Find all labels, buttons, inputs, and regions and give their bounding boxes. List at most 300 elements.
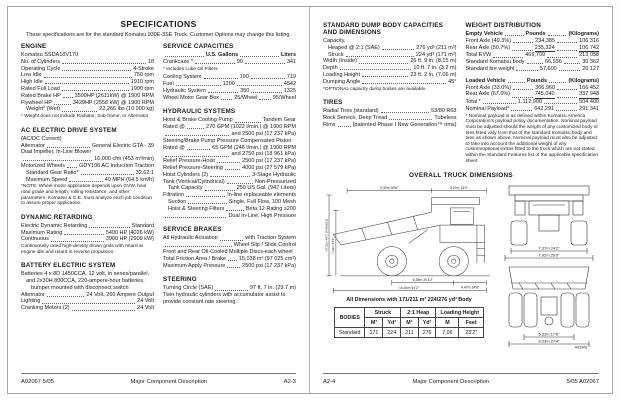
spec-label: Rated Brake HP xyxy=(21,92,61,99)
spec-label: Rear Axle (50.7%) xyxy=(465,44,511,51)
spec-line xyxy=(323,45,457,52)
spec-text: Batteries 4 x 8D 1450CCA, 12 volt, in series/parallel, xyxy=(21,271,150,278)
spec-label: Turning Circle (SAE) xyxy=(163,285,214,292)
truck-dimensions-diagram xyxy=(323,181,599,349)
spec-value: 97 ft. 7 in. (29.7 m) xyxy=(249,285,296,292)
dot-leader xyxy=(557,89,577,90)
spec-line xyxy=(21,170,154,177)
spec-line xyxy=(163,206,296,213)
dim-label-overall-length: 15.04m 51'2" xyxy=(398,286,420,291)
spec-line xyxy=(466,66,600,73)
spec-value: 5400 HP (4026 kW) xyxy=(105,229,154,236)
spec-label: Nominal Payload* xyxy=(465,105,510,112)
spec-label: Flywheel HP xyxy=(21,99,52,106)
dot-leader xyxy=(245,63,285,64)
spec-label: Loaded Vehicle xyxy=(465,77,506,84)
table-subheader: Yd³ xyxy=(418,318,436,328)
spec-label: Total EVW xyxy=(465,52,492,59)
spec-line xyxy=(21,66,154,73)
spec-label: Radial Tires (standard) xyxy=(323,108,379,115)
spec-label: Filtration xyxy=(163,192,185,199)
footer-doc-number: 5/05 A02067 xyxy=(566,379,599,385)
dot-leader xyxy=(47,296,85,297)
dim-label-height-raised: 14.03m 46'0" (RAISED) xyxy=(324,219,329,252)
spec-text: Komatsu SSDA18V170 xyxy=(21,52,79,58)
spec-line xyxy=(163,235,296,242)
spec-value: 53/80 R63 xyxy=(431,108,457,115)
table-row xyxy=(334,328,483,338)
section-heading: BATTERY ELECTRIC SYSTEM xyxy=(21,262,116,270)
dot-leader xyxy=(64,234,104,235)
spec-line xyxy=(163,95,296,102)
note-text: * Includes Lube Oil Filters xyxy=(163,66,218,72)
spec-value: 469,709 xyxy=(525,52,546,59)
spec-value: 642,291 xyxy=(534,105,555,112)
dot-leader xyxy=(511,110,532,111)
spec-value: U.S. Gallons xyxy=(205,52,239,58)
page-subtitle: These specifications are for the standard Komatsu 930E-3SE Truck. Customer Options may change this listing. xyxy=(26,32,291,38)
dot-leader xyxy=(493,57,523,58)
dot-leader xyxy=(69,181,103,182)
section-heading: SERVICE CAPACITIES xyxy=(163,43,234,50)
spec-value: 337 948 xyxy=(579,91,600,98)
spec-line xyxy=(21,298,154,305)
spec-label: Cranking Motors (2) xyxy=(21,305,70,312)
spec-label: Tank Capacity xyxy=(168,185,203,192)
table-header-loading-height: Loading Height xyxy=(436,308,484,318)
spec-line xyxy=(163,213,296,220)
spec-line xyxy=(323,122,457,129)
footer-section-title: Major Component Description xyxy=(130,379,208,385)
spec-line xyxy=(466,91,600,99)
spec-value: 4-Stroke xyxy=(133,65,154,72)
dot-leader xyxy=(483,103,516,104)
front-rear-view-block xyxy=(499,181,599,349)
spec-line xyxy=(21,86,154,93)
dot-leader xyxy=(165,135,229,136)
spec-value: 3500HP (2611kW) @ 1900 RPM xyxy=(74,92,154,99)
spec-line xyxy=(21,223,154,230)
spec-value: Wheel Slip / Slide Control xyxy=(233,242,296,249)
spec-line xyxy=(466,99,600,106)
spec-line xyxy=(21,163,154,170)
spec-label: Heaped @ 2:1 (SAE) xyxy=(328,44,380,51)
spec-value: 1,112,000 xyxy=(517,99,542,106)
dot-leader xyxy=(63,97,73,98)
spec-label: Hoist Cylinders (2) xyxy=(163,171,209,178)
side-view-block xyxy=(323,181,495,349)
spec-line xyxy=(323,108,457,115)
table-subheader: M³ xyxy=(365,318,383,328)
section-heading: TIRES xyxy=(323,99,343,107)
spec-value: 45° xyxy=(448,78,457,85)
spec-text: Front and Rear Oil-Cooled Multiple Discs-each wheel xyxy=(163,248,293,255)
spec-column-2 xyxy=(163,41,296,312)
spec-value: 2500 psi (17 237 kPa) xyxy=(242,262,296,269)
dot-leader xyxy=(251,78,285,79)
spec-label: High Idle xyxy=(21,79,43,86)
spec-value: 18 xyxy=(147,58,154,65)
spec-label: Hoist & Brake Cooling Pump xyxy=(163,117,233,124)
note-text: *OPTIONAL capacity dump bodies are available. xyxy=(323,86,427,92)
spec-line xyxy=(21,72,154,79)
spec-line xyxy=(163,185,296,192)
spec-value: 24 Volt xyxy=(137,298,154,305)
page-left xyxy=(8,7,310,393)
spec-value: 719 xyxy=(286,74,296,81)
dot-leader xyxy=(188,203,226,204)
spec-label: Motorized Wheels xyxy=(21,162,66,169)
spec-line xyxy=(466,31,600,38)
spec-label: Loading Height xyxy=(323,71,361,78)
table-cell: 211 xyxy=(401,328,418,338)
spec-label: Total * xyxy=(465,99,481,106)
spec-value: 25/Wheel xyxy=(234,94,258,101)
spec-line xyxy=(21,93,154,100)
spec-line xyxy=(21,305,154,312)
spec-line xyxy=(21,143,154,150)
table-cell: 7.06 xyxy=(436,328,459,338)
spec-value: Beta 12 Rating ≥200 xyxy=(245,205,296,212)
table-cell: 224 xyxy=(383,328,401,338)
dot-leader xyxy=(217,162,240,163)
spec-value: 224 yd³ (171 m³) xyxy=(415,51,457,58)
dot-leader xyxy=(220,240,244,241)
spec-line xyxy=(21,230,154,237)
section-heading: WEIGHT DISTRIBUTION xyxy=(465,22,542,29)
spec-value: Tubeless xyxy=(434,114,457,121)
spec-value: Tandem Gear xyxy=(262,117,296,124)
dot-leader xyxy=(42,303,135,304)
spec-line xyxy=(163,145,296,152)
table-subheader: Feet xyxy=(459,318,484,328)
dot-leader xyxy=(67,167,77,168)
spec-value: Dual In-Line, High Pressure xyxy=(228,212,296,219)
spec-value: Pounds xyxy=(525,31,546,37)
spec-line xyxy=(163,285,296,292)
spec-value: 341 xyxy=(286,58,296,65)
spec-text: Steering/Brake Pump Pressure Compensated Piston xyxy=(163,137,292,144)
spec-value: 40 MPH (64.5 km/h) xyxy=(104,176,154,183)
section-heading: STANDARD DUMP BODY CAPACITIES AND DIMENSIONS xyxy=(323,22,444,36)
spec-value: 190 xyxy=(239,74,249,81)
dim-label-front-length: 3.97m 13'0" xyxy=(449,186,468,191)
dot-leader xyxy=(228,260,237,261)
spec-line xyxy=(21,59,154,66)
spec-label: Empty Vehicle xyxy=(465,31,503,37)
spec-label: Rated Full Load xyxy=(21,85,60,92)
spec-value: 32.62:1 xyxy=(135,169,154,176)
spec-value: (Kilograms) xyxy=(568,77,599,84)
spec-label: Lighting xyxy=(21,298,41,305)
dot-leader xyxy=(89,227,129,228)
spec-value: Pounds xyxy=(526,77,548,84)
spec-column-1 xyxy=(323,20,457,166)
spec-value: 504 400 xyxy=(579,99,599,106)
spec-line xyxy=(163,199,296,206)
spec-value: 750 rpm xyxy=(133,72,154,79)
dot-leader xyxy=(251,92,281,93)
spec-value: 166 452 xyxy=(579,84,600,91)
dot-leader xyxy=(62,111,97,112)
dot-leader xyxy=(240,56,279,57)
spec-value: with Traction System xyxy=(245,235,296,242)
spec-label: Continuous xyxy=(21,236,49,243)
spec-label: Relief Pressure-Hoist xyxy=(163,158,215,165)
note-text: * Weight does not include Radiator, Sub-frame, or Alternator xyxy=(21,114,149,120)
dot-leader xyxy=(81,174,134,175)
spec-line xyxy=(323,58,457,65)
spec-value: 26 127 xyxy=(582,65,600,72)
spec-line xyxy=(163,131,296,138)
spec-value: 95/Wheel xyxy=(272,94,296,101)
dot-leader xyxy=(381,112,429,113)
dot-leader xyxy=(512,97,533,98)
dot-leader xyxy=(382,49,415,50)
spec-label: Struck xyxy=(328,51,344,58)
dot-leader xyxy=(564,63,580,64)
dot-leader xyxy=(187,149,210,150)
dot-leader xyxy=(549,82,566,83)
spec-label: Rear Axle (67.0%) xyxy=(465,91,511,98)
spec-value: 276 yd³ (211 m³) xyxy=(416,44,457,51)
spec-value: 30 362 xyxy=(582,59,600,66)
dot-leader xyxy=(237,85,282,86)
spec-line xyxy=(323,65,457,72)
spec-label: Suction xyxy=(168,198,187,205)
spec-value: 23 ft. 2 in. (7.06 m) xyxy=(410,71,457,78)
table-subheader: Yd³ xyxy=(383,318,401,328)
page-right xyxy=(310,7,612,393)
spec-label: Hoist & Steering Filters xyxy=(168,205,225,212)
spec-value: 22,266 lbs (10 000 kg) xyxy=(99,106,154,113)
spec-label: Weight* (Wet) xyxy=(26,106,61,113)
spec-line xyxy=(466,45,600,53)
spec-value: 65 GPM (246 l/min.) @ 1900 RPM xyxy=(212,144,296,151)
section-heading: STEERING xyxy=(163,276,197,284)
spec-line xyxy=(163,81,296,88)
dot-leader xyxy=(362,76,408,77)
spec-column-1 xyxy=(21,41,154,312)
spec-value: (patented Phase I New Generation™ rims) xyxy=(352,121,457,128)
dot-leader xyxy=(187,128,204,129)
spec-line xyxy=(163,124,296,131)
spec-value: 291 341 xyxy=(579,105,599,112)
spec-line xyxy=(323,52,457,59)
spec-label: Operating Cycle xyxy=(21,65,61,72)
section-heading: ENGINE xyxy=(21,43,47,50)
spec-value: 3429HP (2558 kW) @ 1900 RPM xyxy=(72,99,154,106)
dim-label-wheelbase: 6.35m 20'10" xyxy=(412,278,433,283)
spec-label: Standard Gear Ratio* xyxy=(26,169,79,176)
spec-label: Alternator xyxy=(21,291,45,298)
dot-leader xyxy=(527,63,543,64)
spec-line xyxy=(21,100,154,107)
spec-line xyxy=(163,158,296,165)
dot-leader xyxy=(221,99,232,100)
dot-leader xyxy=(72,310,136,311)
spec-value: 213 058 xyxy=(579,52,599,59)
dim-label-rear-track: 5.33m 17'6" xyxy=(538,331,560,337)
spec-label: Crankcase * xyxy=(163,58,193,65)
spec-value: General Electric GTA - 39 xyxy=(91,142,154,149)
spec-value: Standard xyxy=(131,222,154,229)
spec-text: provide constant rate steering. xyxy=(163,298,237,305)
dot-leader xyxy=(227,267,240,268)
spec-columns xyxy=(323,20,599,166)
spec-value: (Kilograms) xyxy=(568,31,599,37)
dot-leader xyxy=(45,83,129,84)
bodies-table xyxy=(334,307,484,338)
spec-label: Cooling System xyxy=(163,74,202,81)
dot-leader xyxy=(44,77,132,78)
dot-leader xyxy=(62,70,131,71)
spec-value: 350 xyxy=(240,87,250,94)
truck-rear-view-drawing xyxy=(499,261,599,349)
spec-line xyxy=(21,177,154,184)
spec-value: 16,000 cfm (453 m³/min) xyxy=(94,156,154,163)
table-subheader: M xyxy=(436,318,459,328)
page-title: SPECIFICATIONS xyxy=(120,19,197,29)
dot-leader xyxy=(215,290,248,291)
truck-side-view-drawing xyxy=(323,181,495,295)
spec-label: Tank (Vertical/Cylindrical) xyxy=(163,178,225,185)
spec-value: GDY106 AC Induction Traction xyxy=(79,162,154,169)
spec-value: 235,324 xyxy=(534,44,555,51)
spec-text: and 2x30H 800CCA, 220-ampere-hour batteries, xyxy=(26,278,145,285)
table-header-struck: Struck xyxy=(365,308,401,318)
spec-line xyxy=(163,263,296,270)
dot-leader xyxy=(557,42,577,43)
dot-leader xyxy=(205,190,235,191)
spec-text: (AC/DC Current) xyxy=(21,135,62,142)
note-text: *NOTE: Wheel motor application depends upon GVW, haul road grade and length, rolling resistance, and other parameters. Komatsu & G.E. must analyze each job condition to assure proper application. xyxy=(21,184,152,207)
spec-label: Hydraulic System xyxy=(163,87,206,94)
spec-value: 4542 xyxy=(283,80,297,87)
spec-value: 15,038 in² (97 025 cm²) xyxy=(238,255,296,262)
dot-leader xyxy=(359,63,408,64)
dot-leader xyxy=(556,110,577,111)
spec-line xyxy=(21,292,154,299)
spec-value: 745,040 xyxy=(534,91,555,98)
spec-label: Rated @ xyxy=(163,144,185,151)
spec-line xyxy=(21,106,154,113)
spec-text: bumper mounted with disconnect switch xyxy=(31,284,129,291)
table-cell-row-label: Standard xyxy=(334,328,365,338)
spec-label: Rims xyxy=(323,121,336,128)
spec-value: 106 742 xyxy=(579,44,600,51)
dot-leader xyxy=(559,70,580,71)
spec-line xyxy=(163,172,296,179)
truck-front-view-drawing xyxy=(499,181,599,261)
dot-leader xyxy=(548,35,567,36)
spec-line xyxy=(466,59,600,66)
dot-leader xyxy=(23,160,92,161)
dot-leader xyxy=(165,246,232,247)
dot-leader xyxy=(225,169,240,170)
spec-line xyxy=(163,52,296,59)
spec-value: Non-Pressurized xyxy=(255,178,296,185)
dot-leader xyxy=(505,35,524,36)
spec-line xyxy=(163,88,296,95)
spec-value: 24 Volt, 260 Ampere Output xyxy=(86,291,154,298)
spec-line xyxy=(323,115,457,122)
dot-leader xyxy=(165,56,204,57)
spec-line xyxy=(163,151,296,158)
dim-label-height-canopy: 7.39m 24'3" xyxy=(331,237,336,254)
spec-text: Dual Impeller, In-Line Blower xyxy=(21,149,92,156)
dot-leader xyxy=(62,63,146,64)
dot-leader xyxy=(340,69,412,70)
spec-value: 1200 xyxy=(222,80,235,87)
spec-line xyxy=(163,256,296,263)
manual-spread xyxy=(7,6,613,394)
dot-leader xyxy=(557,50,578,51)
spec-label: Fuel xyxy=(163,80,174,87)
spec-line xyxy=(163,59,296,66)
spec-label: Dumping Angle xyxy=(323,78,361,85)
dot-leader xyxy=(547,57,577,58)
dot-leader xyxy=(512,50,533,51)
dot-leader xyxy=(362,83,446,84)
section-heading: AC ELECTRIC DRIVE SYSTEM xyxy=(21,126,117,134)
spec-value: and 2500 psi (17 237 kPa) xyxy=(231,130,296,137)
section-heading: HYDRAULIC SYSTEMS xyxy=(163,108,236,116)
dot-leader xyxy=(62,90,129,91)
spec-line xyxy=(21,156,154,163)
dim-label-rear-width: 8.33m 27'4" xyxy=(538,338,560,344)
spec-text: Capacity, xyxy=(323,38,346,44)
dot-leader xyxy=(513,42,533,43)
spec-value: 1325 xyxy=(283,87,297,94)
page-footer xyxy=(21,373,296,385)
footer-page-number: A2-3 xyxy=(283,379,296,385)
spec-line xyxy=(466,38,600,45)
spec-line xyxy=(466,52,600,59)
spec-line xyxy=(323,79,457,86)
spec-label: Standard Komatsu body xyxy=(465,59,525,66)
spec-line xyxy=(163,117,296,124)
dot-leader xyxy=(516,70,537,71)
spec-value: 66,936 xyxy=(544,59,562,66)
spec-value: 4000 psi (27 579 kPa) xyxy=(242,164,296,171)
spec-line xyxy=(163,74,296,81)
spec-value: 90 xyxy=(236,58,243,65)
dot-leader xyxy=(195,63,235,64)
spec-value: 10 ft. 7 in. (3.2 m) xyxy=(413,65,457,72)
dot-leader xyxy=(204,78,238,79)
spec-value: 3-Stage Hydraulic xyxy=(252,171,296,178)
spec-label: Standard tire weight xyxy=(465,65,515,72)
spec-value: 1910 rpm xyxy=(130,79,154,86)
spec-label: Electric Dynamic Retarding xyxy=(21,222,88,229)
spec-line xyxy=(163,242,296,249)
table-header-bodies: BODIES xyxy=(334,308,365,328)
dot-leader xyxy=(54,104,71,105)
dot-leader xyxy=(557,97,578,98)
spec-label: Wheel Motor Gear Box xyxy=(163,94,219,101)
spec-column-2 xyxy=(466,20,600,166)
spec-line xyxy=(466,78,600,85)
spec-label: Rock Service, Deep Tread xyxy=(323,114,388,121)
dot-leader xyxy=(47,147,90,148)
spec-value: 2500 psi (17 237 kPa) xyxy=(242,158,296,165)
spec-label: Front Axle (33.0%) xyxy=(465,84,512,91)
table-subheader: M³ xyxy=(401,318,418,328)
dot-leader xyxy=(176,85,221,86)
spec-line xyxy=(21,236,154,243)
dot-leader xyxy=(346,56,414,57)
